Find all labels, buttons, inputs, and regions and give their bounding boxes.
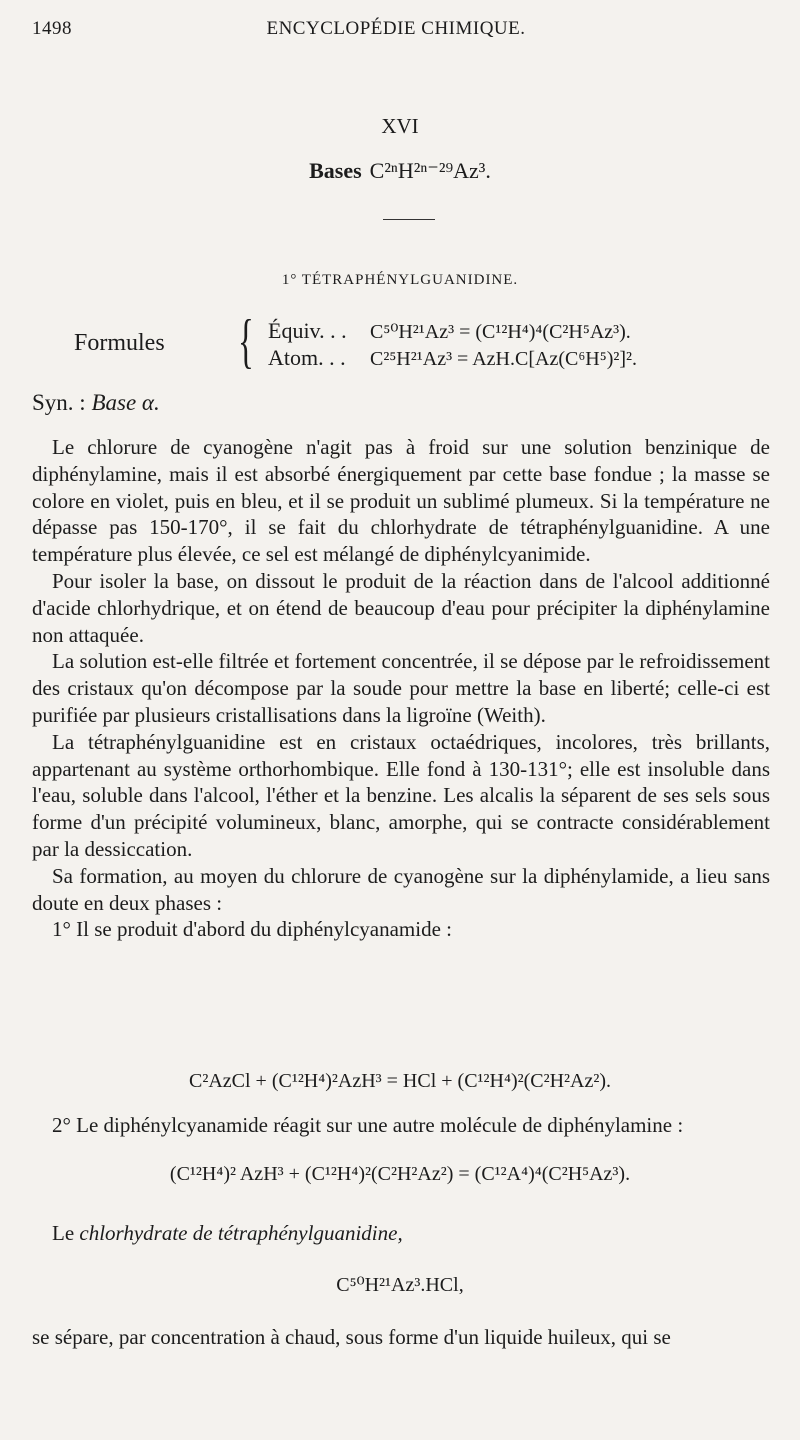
section-title-formula: C²ⁿH²ⁿ⁻²⁹Az³. [369, 158, 491, 183]
formula-atom-value: C²⁵H²¹Az³ = AzH.C[Az(C⁶H⁵)²]². [370, 348, 638, 370]
synonym-line [32, 390, 160, 416]
paragraph [32, 1220, 770, 1247]
equation: C⁵⁰H²¹Az³.HCl, [336, 1274, 464, 1296]
formula-equiv-value: C⁵⁰H²¹Az³ = (C¹²H⁴)⁴(C²H⁵Az³). [370, 321, 631, 343]
section-number: XVI [381, 114, 419, 138]
body-text-block [32, 1220, 770, 1247]
body-text-block [32, 434, 770, 943]
equation: C²AzCl + (C¹²H⁴)²AzH³ = HCl + (C¹²H⁴)²(C²H²Az²). [188, 1070, 612, 1092]
paragraph: Le chlorure de cyanogène n'agit pas à froid sur une solution benzinique de diphénylamine, mais il est absorbé énergiquement par cette base fondue ; la masse se colore en violet, puis en bleu, et il se produit un sublimé plumeux. Si la température ne dépasse pas 150-170°, il se fait du chlorhydrate de tétraphénylguanidine. A une température plus élevée, ce sel est mélangé de diphénylcyanimide. [32, 435, 770, 567]
paragraph: Sa formation, au moyen du chlorure de cyanogène sur la diphénylamide, a lieu sans doute en deux phases : [32, 863, 770, 915]
formulas-label: Formules [74, 330, 165, 356]
synonym-value: Base α. [91, 390, 160, 415]
body-text-block [32, 1112, 770, 1139]
body-text-block [32, 1324, 770, 1351]
synonym-label: Syn. : [32, 390, 86, 415]
paragraph: La tétraphénylguanidine est en cristaux octaédriques, incolores, très brillants, appartenant au système orthorhombique. Elle fond à 130-131°; elle est insoluble dans l'eau, soluble dans l'alcool, l'éther et la benzine. Les alcalis la séparent de ses sels sous forme d'un précipité volumineux, blanc, amorphe, qui se contracte considérablement par la dessiccation. [32, 729, 770, 861]
compound-heading: 1° TÉTRAPHÉNYLGUANIDINE. [281, 272, 519, 288]
running-header [32, 14, 760, 44]
formula-equiv-line [268, 318, 631, 344]
left-brace: { [238, 308, 254, 374]
paragraph: La solution est-elle filtrée et fortement concentrée, il se dépose par le refroidissement des cristaux qu'on décompose par la soude pour mettre la base en liberté; celle-ci est purifiée par plusieurs cristallisations dans la ligroïne (Weith). [32, 649, 770, 727]
paragraph: Pour isoler la base, on dissout le produit de la réaction dans de l'alcool additionné d'acide chlorhydrique, et on étend de beaucoup d'eau pour précipiter la diphénylamine non attaquée. [32, 568, 770, 647]
formula-atom-line [268, 345, 637, 371]
section-title [0, 158, 800, 184]
paragraph: 2° Le diphénylcyanamide réagit sur une autre molécule de diphénylamine : [52, 1113, 684, 1137]
equation: (C¹²H⁴)² AzH³ + (C¹²H⁴)²(C²H²Az²) = (C¹²A⁴)⁴(C²H⁵Az³). [169, 1163, 631, 1185]
section-divider [383, 219, 435, 220]
paragraph: se sépare, par concentration à chaud, sous forme d'un liquide huileux, qui se [32, 1325, 671, 1349]
section-title-word: Bases [309, 158, 362, 183]
italic-term: chlorhydrate de tétraphénylguanidine, [79, 1221, 403, 1245]
page-number: 1498 [32, 18, 72, 39]
formula-equiv-label: Équiv. . . [268, 318, 347, 343]
running-title: ENCYCLOPÉDIE CHIMIQUE. [266, 18, 526, 39]
paragraph: 1° Il se produit d'abord du diphénylcyanamide : [52, 917, 453, 942]
paragraph-prefix: Le [52, 1221, 75, 1245]
formula-atom-label: Atom. . . [268, 345, 346, 370]
